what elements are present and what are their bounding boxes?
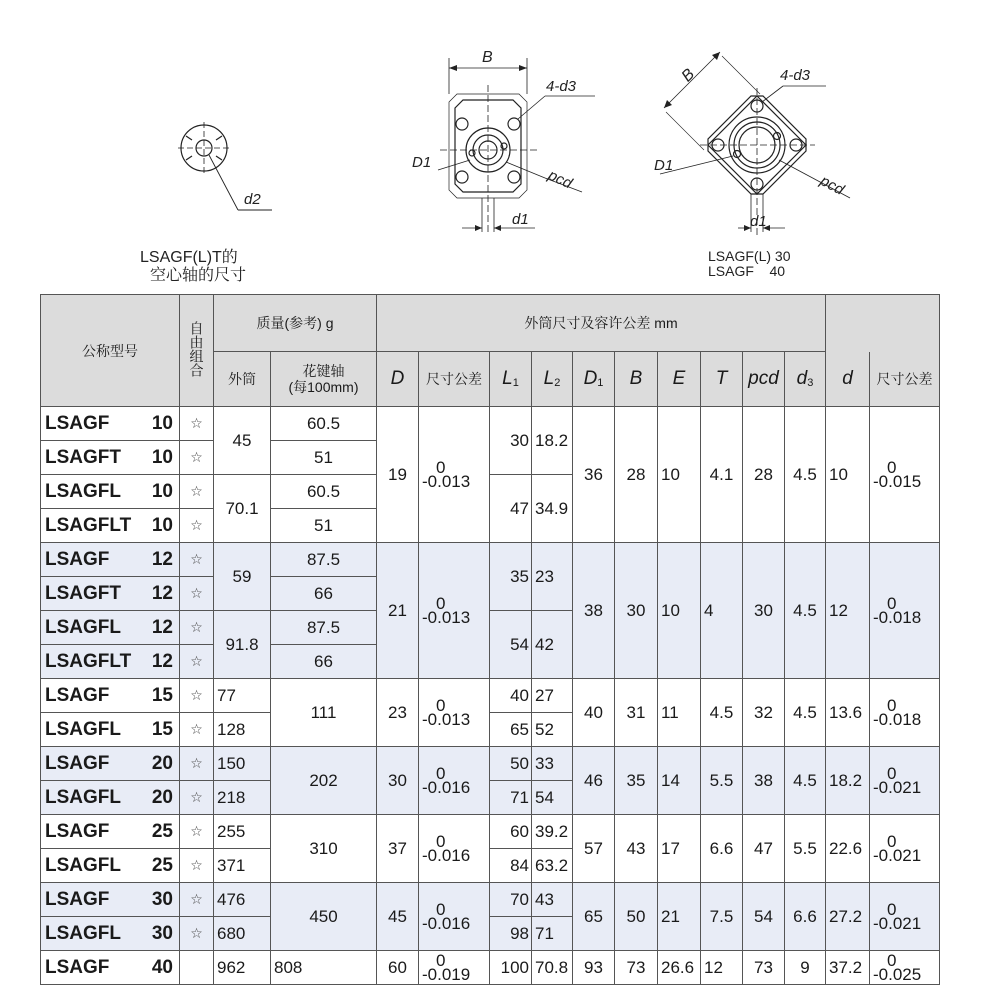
star-mark: ☆ — [180, 543, 214, 577]
d3-value: 6.6 — [785, 883, 826, 951]
L1-value: 98 — [490, 917, 532, 951]
star-mark: ☆ — [180, 441, 214, 475]
square-pcd-label: pcd — [545, 166, 575, 193]
T-value: 12 — [701, 951, 743, 985]
D1-value: 57 — [573, 815, 615, 883]
d-tolerance: 0 -0.018 — [870, 679, 940, 747]
model-cell: LSAGFT 12 — [41, 577, 180, 611]
E-value: 14 — [658, 747, 701, 815]
B-value: 43 — [615, 815, 658, 883]
outer-mass: 680 — [214, 917, 271, 951]
model-cell: LSAGFLT 10 — [41, 509, 180, 543]
d-value: 18.2 — [826, 747, 870, 815]
L1-value: 60 — [490, 815, 532, 849]
D-value: 37 — [377, 815, 419, 883]
D1-value: 93 — [573, 951, 615, 985]
header-D1: D1 — [573, 352, 615, 407]
T-value: 7.5 — [701, 883, 743, 951]
header-d3: d3 — [785, 352, 826, 407]
L2-value: 71 — [532, 917, 573, 951]
table-row — [41, 815, 940, 849]
star-mark: ☆ — [180, 815, 214, 849]
star-mark: ☆ — [180, 713, 214, 747]
D-value: 19 — [377, 407, 419, 543]
D-value: 21 — [377, 543, 419, 679]
B-value: 73 — [615, 951, 658, 985]
D-tolerance: 0 -0.016 — [419, 747, 490, 815]
D-tolerance: 0 -0.013 — [419, 679, 490, 747]
square-D1-label: D1 — [412, 154, 432, 171]
L1-value: 84 — [490, 849, 532, 883]
header-pcd: pcd — [743, 352, 785, 407]
d-tolerance: 0 -0.021 — [870, 883, 940, 951]
shaft-mass: 87.5 — [271, 543, 377, 577]
L1-value: 65 — [490, 713, 532, 747]
D1-value: 46 — [573, 747, 615, 815]
D-tolerance: 0 -0.016 — [419, 883, 490, 951]
diamond-caption-line1: LSAGF(L) 30 — [708, 248, 791, 264]
L1-value: 54 — [490, 611, 532, 679]
outer-mass: 77 — [214, 679, 271, 713]
D1-value: 36 — [573, 407, 615, 543]
d-tolerance: 0 -0.015 — [870, 407, 940, 543]
header-L1: L1 — [490, 352, 532, 407]
diamond-D1-label: D1 — [654, 157, 674, 174]
outer-mass: 476 — [214, 883, 271, 917]
star-mark: ☆ — [180, 645, 214, 679]
d-value: 22.6 — [826, 815, 870, 883]
diamond-pcd-label: pcd — [817, 172, 847, 199]
outer-mass: 371 — [214, 849, 271, 883]
hollow-d2-label: d2 — [244, 191, 261, 208]
hollow-caption-line2: 空心轴的尺寸 — [150, 267, 247, 284]
E-value: 17 — [658, 815, 701, 883]
B-value: 31 — [615, 679, 658, 747]
table-row — [41, 951, 940, 985]
diamond-d1-label: d1 — [750, 213, 767, 230]
model-cell: LSAGFT 10 — [41, 441, 180, 475]
B-value: 28 — [615, 407, 658, 543]
d3-value: 4.5 — [785, 679, 826, 747]
header-E: E — [658, 352, 701, 407]
header-d-tolerance: 尺寸公差 — [870, 352, 940, 407]
header-L2: L2 — [532, 352, 573, 407]
star-mark: ☆ — [180, 917, 214, 951]
T-value: 4 — [701, 543, 743, 679]
star-mark: ☆ — [180, 883, 214, 917]
header-outer: 外筒 — [214, 352, 271, 407]
header-T: T — [701, 352, 743, 407]
outer-mass: 962 — [214, 951, 271, 985]
L1-value: 50 — [490, 747, 532, 781]
d-tolerance: 0 -0.021 — [870, 815, 940, 883]
D1-value: 40 — [573, 679, 615, 747]
pcd-value: 28 — [743, 407, 785, 543]
E-value: 26.6 — [658, 951, 701, 985]
shaft-mass: 60.5 — [271, 475, 377, 509]
shaft-mass: 111 — [271, 679, 377, 747]
L1-value: 40 — [490, 679, 532, 713]
L2-value: 63.2 — [532, 849, 573, 883]
header-B: B — [615, 352, 658, 407]
star-mark: ☆ — [180, 679, 214, 713]
shaft-mass: 808 — [271, 951, 377, 985]
pcd-value: 32 — [743, 679, 785, 747]
star-mark: ☆ — [180, 577, 214, 611]
B-value: 35 — [615, 747, 658, 815]
table-row — [41, 679, 940, 713]
D-value: 23 — [377, 679, 419, 747]
header-mass: 质量(参考) g — [214, 295, 377, 352]
outer-mass: 91.8 — [214, 611, 271, 679]
E-value: 10 — [658, 407, 701, 543]
table-row — [41, 747, 940, 781]
model-cell: LSAGF 25 — [41, 815, 180, 849]
L2-value: 39.2 — [532, 815, 573, 849]
table-row — [41, 883, 940, 917]
d3-value: 4.5 — [785, 543, 826, 679]
L2-value: 42 — [532, 611, 573, 679]
header-shaft: 花键轴 (每100mm) — [271, 352, 377, 407]
star-mark: ☆ — [180, 781, 214, 815]
L1-value: 30 — [490, 407, 532, 475]
d-value: 37.2 — [826, 951, 870, 985]
L1-value: 71 — [490, 781, 532, 815]
star-mark: ☆ — [180, 407, 214, 441]
star-mark: ☆ — [180, 509, 214, 543]
d3-value: 9 — [785, 951, 826, 985]
star-mark: ☆ — [180, 747, 214, 781]
L2-value: 18.2 — [532, 407, 573, 475]
d-value: 27.2 — [826, 883, 870, 951]
L2-value: 54 — [532, 781, 573, 815]
shaft-mass: 60.5 — [271, 407, 377, 441]
B-value: 30 — [615, 543, 658, 679]
pcd-value: 47 — [743, 815, 785, 883]
d-value: 12 — [826, 543, 870, 679]
L1-value: 100 — [490, 951, 532, 985]
L2-value: 33 — [532, 747, 573, 781]
model-cell: LSAGF 15 — [41, 679, 180, 713]
L2-value: 70.8 — [532, 951, 573, 985]
header-model: 公称型号 — [41, 295, 180, 407]
T-value: 5.5 — [701, 747, 743, 815]
spec-table — [40, 294, 940, 985]
technical-drawings — [0, 0, 990, 292]
star-mark: ☆ — [180, 611, 214, 645]
shaft-mass: 66 — [271, 577, 377, 611]
header-D-tolerance: 尺寸公差 — [419, 352, 490, 407]
table-row — [41, 543, 940, 577]
diamond-holes-label: 4-d3 — [780, 67, 811, 84]
outer-mass: 218 — [214, 781, 271, 815]
model-cell: LSAGFL 10 — [41, 475, 180, 509]
D-value: 30 — [377, 747, 419, 815]
D-value: 45 — [377, 883, 419, 951]
hollow-caption-line1: LSAGF(L)T的 — [140, 249, 238, 266]
star-mark: ☆ — [180, 849, 214, 883]
outer-mass: 255 — [214, 815, 271, 849]
outer-mass: 70.1 — [214, 475, 271, 543]
d-value: 10 — [826, 407, 870, 543]
E-value: 21 — [658, 883, 701, 951]
L2-value: 27 — [532, 679, 573, 713]
B-value: 50 — [615, 883, 658, 951]
model-cell: LSAGFL 15 — [41, 713, 180, 747]
header-D: D — [377, 352, 419, 407]
E-value: 10 — [658, 543, 701, 679]
header-shaft-blank — [826, 295, 940, 352]
L2-value: 34.9 — [532, 475, 573, 543]
d-tolerance: 0 -0.025 — [870, 951, 940, 985]
pcd-value: 30 — [743, 543, 785, 679]
star-blank — [180, 951, 214, 985]
square-d1-label: d1 — [512, 211, 529, 228]
shaft-mass: 202 — [271, 747, 377, 815]
outer-mass: 59 — [214, 543, 271, 611]
D-tolerance: 0 -0.016 — [419, 815, 490, 883]
T-value: 6.6 — [701, 815, 743, 883]
header-d: d — [826, 352, 870, 407]
L2-value: 23 — [532, 543, 573, 611]
model-cell: LSAGFL 25 — [41, 849, 180, 883]
L1-value: 35 — [490, 543, 532, 611]
shaft-mass: 450 — [271, 883, 377, 951]
model-cell: LSAGF 20 — [41, 747, 180, 781]
model-cell: LSAGFLT 12 — [41, 645, 180, 679]
model-cell: LSAGFL 30 — [41, 917, 180, 951]
model-cell: LSAGF 12 — [41, 543, 180, 577]
L2-value: 43 — [532, 883, 573, 917]
diamond-caption-line2: LSAGF 40 — [708, 263, 786, 279]
outer-mass: 45 — [214, 407, 271, 475]
square-B-label: B — [482, 49, 493, 66]
d-value: 13.6 — [826, 679, 870, 747]
table-row — [41, 407, 940, 441]
model-cell: LSAGFL 12 — [41, 611, 180, 645]
E-value: 11 — [658, 679, 701, 747]
outer-mass: 128 — [214, 713, 271, 747]
model-cell: LSAGF 30 — [41, 883, 180, 917]
shaft-mass: 310 — [271, 815, 377, 883]
outer-mass: 150 — [214, 747, 271, 781]
d-tolerance: 0 -0.018 — [870, 543, 940, 679]
T-value: 4.5 — [701, 679, 743, 747]
pcd-value: 38 — [743, 747, 785, 815]
L2-value: 52 — [532, 713, 573, 747]
model-cell: LSAGFL 20 — [41, 781, 180, 815]
d3-value: 5.5 — [785, 815, 826, 883]
model-cell: LSAGF 40 — [41, 951, 180, 985]
star-mark: ☆ — [180, 475, 214, 509]
L1-value: 47 — [490, 475, 532, 543]
D-value: 60 — [377, 951, 419, 985]
D1-value: 38 — [573, 543, 615, 679]
header-outer-dims: 外筒尺寸及容许公差 mm — [377, 295, 826, 352]
model-cell: LSAGF 10 — [41, 407, 180, 441]
shaft-mass: 66 — [271, 645, 377, 679]
shaft-mass: 87.5 — [271, 611, 377, 645]
pcd-value: 54 — [743, 883, 785, 951]
D-tolerance: 0 -0.013 — [419, 407, 490, 543]
header-free-combination: 自由组合 — [180, 295, 214, 407]
D-tolerance: 0 -0.019 — [419, 951, 490, 985]
shaft-mass: 51 — [271, 441, 377, 475]
shaft-mass: 51 — [271, 509, 377, 543]
pcd-value: 73 — [743, 951, 785, 985]
D-tolerance: 0 -0.013 — [419, 543, 490, 679]
T-value: 4.1 — [701, 407, 743, 543]
D1-value: 65 — [573, 883, 615, 951]
square-holes-label: 4-d3 — [546, 78, 577, 95]
d-tolerance: 0 -0.021 — [870, 747, 940, 815]
d3-value: 4.5 — [785, 407, 826, 543]
d3-value: 4.5 — [785, 747, 826, 815]
L1-value: 70 — [490, 883, 532, 917]
diamond-B-label: B — [678, 65, 699, 86]
